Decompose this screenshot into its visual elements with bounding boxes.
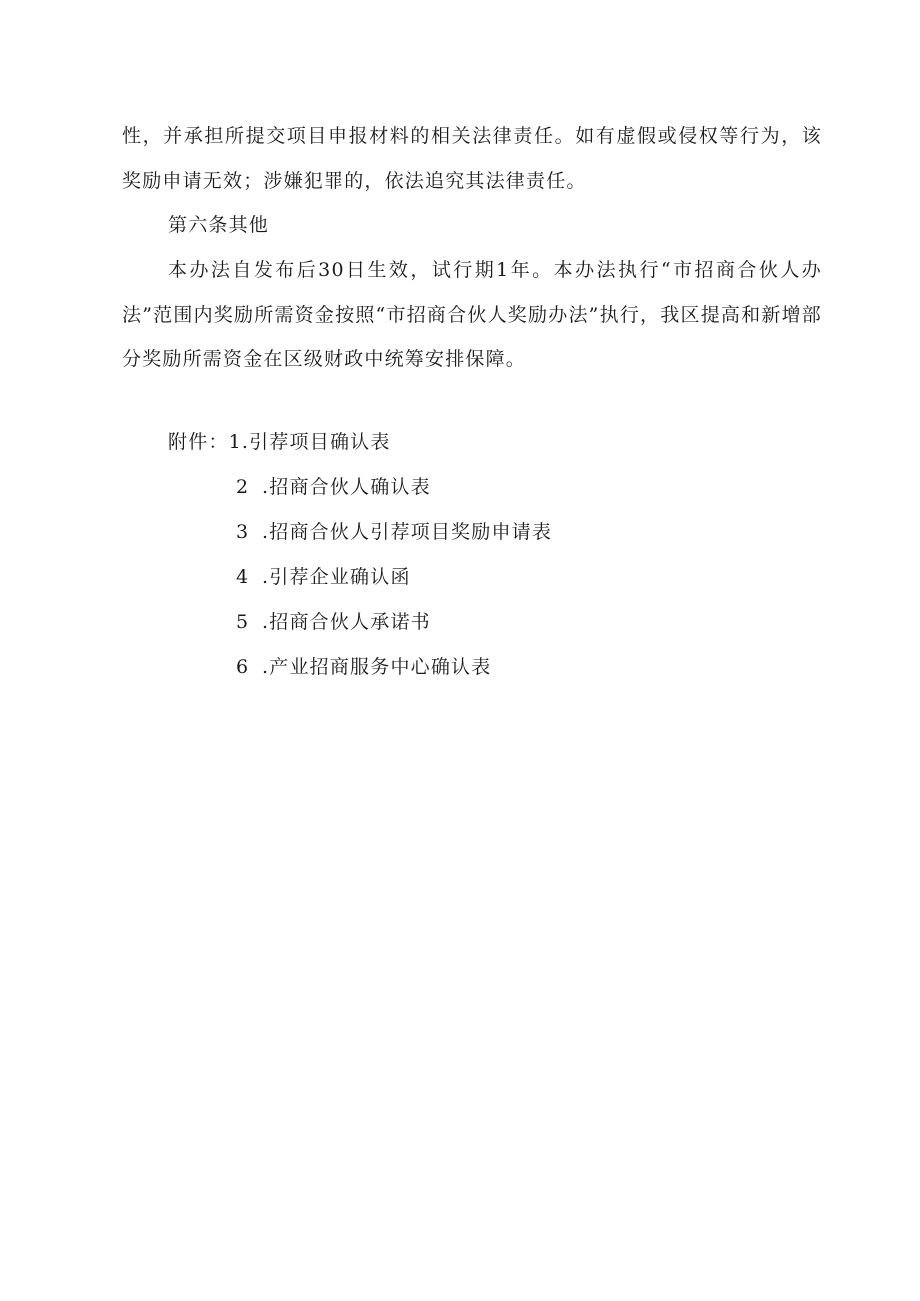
attachment-title: .产业招商服务中心确认表	[262, 656, 492, 678]
attachments-heading	[168, 420, 552, 465]
attachment-item-3	[168, 510, 552, 555]
attachment-item-2	[168, 465, 552, 510]
attachment-number: 3	[236, 521, 250, 543]
attachment-title: .招商合伙人引荐项目奖励申请表	[262, 521, 553, 543]
attachment-number: 5	[236, 611, 250, 633]
paragraph-continuation-block	[122, 114, 822, 203]
attachment-item-1: 1.引荐项目确认表	[228, 431, 391, 453]
attachment-number: 6	[236, 656, 250, 678]
attachments-list	[168, 465, 552, 690]
attachment-title: .招商合伙人确认表	[262, 476, 431, 498]
attachment-number: 4	[236, 566, 250, 588]
section-heading: 第六条其他	[168, 214, 270, 236]
paragraph-continuation: 性，并承担所提交项目申报材料的相关法律责任。如有虚假或侵权等行为，该奖励申请无效；涉嫌犯罪的，依法追究其法律责任。	[122, 125, 822, 192]
attachment-number: 2	[236, 476, 250, 498]
attachments-label: 附件：	[168, 431, 229, 453]
attachments-section	[168, 420, 552, 690]
section-heading-block	[122, 203, 822, 248]
attachment-item-4	[168, 555, 552, 600]
attachment-title: .招商合伙人承诺书	[262, 611, 431, 633]
attachment-title: .引荐企业确认函	[262, 566, 411, 588]
attachment-item-6	[168, 645, 552, 690]
paragraph-effect: 本办法自发布后30日生效，试行期1年。本办法执行“市招商合伙人办法”范围内奖励所需资金按照“市招商合伙人奖励办法”执行，我区提高和新增部分奖励所需资金在区级财政中统筹安排保障。	[122, 259, 822, 370]
attachment-item-5	[168, 600, 552, 645]
paragraph-effect-block	[122, 248, 822, 382]
